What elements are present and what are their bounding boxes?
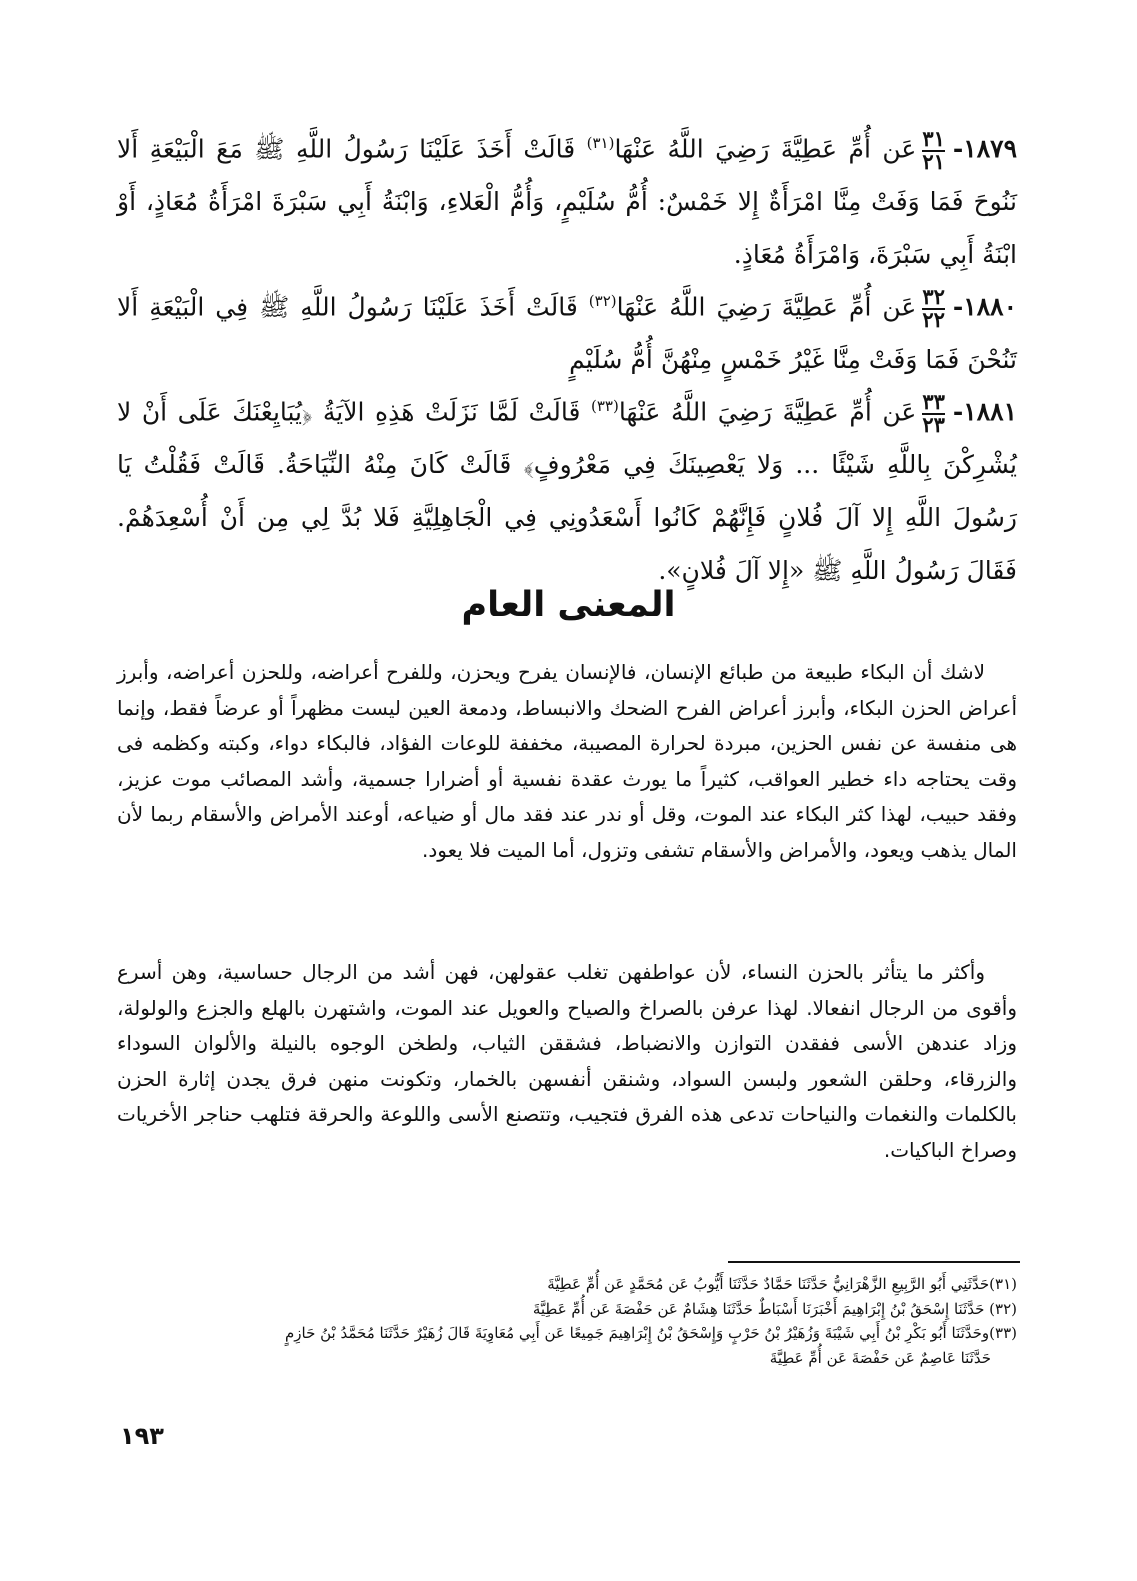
commentary-paragraph: وأكثر ما يتأثر بالحزن النساء، لأن عواطفهن تغلب عقولهن، فهن أشد من الرجال حساسية، وهن أسرع وأقوى من الرجال انفعالا. لهذا عرفن بالصراخ والصياح والعويل عند الموت، واشتهرن بالهلع والجزع والولولة، وزاد عندهن الأسى ففقدن التوازن والانضباط، فشققن الثياب، ولطخن الوجوه بالنيلة والألوان السوداء والزرقاء، وحلقن الشعور ولبسن السواد، وشنقن أنفسهن بالخمار، وتكونت منهن فرق يجدن إثارة الحزن بالكلمات والنغمات والنياحات تدعى هذه الفرق فتجيب، وتتصنع الأسى واللوعة والحرقة فتلهب حناجر الأخريات وصراخ الباكيات.: [117, 960, 1017, 1162]
fraction-bottom: ٢٢: [922, 307, 945, 333]
footnote-continuation: حَدَّثَنَا عَاصِمٌ عَن حَفْصَةَ عَن أُمِّ عَطِيَّةَ: [769, 1348, 991, 1367]
hadith-isnad: عَن أُمِّ عَطِيَّةَ رَضِيَ اللَّهُ عَنْهَا: [616, 292, 917, 322]
hadith-text: قَالَتْ أَخَذَ عَلَيْنَا رَسُولُ اللَّهِ ﷺ فِي الْبَيْعَةِ أَلا تَنُحْنَ فَمَا وَفَتْ مِنَّا غَيْرُ خَمْسٍ مِنْهُنَّ أُمُّ سُلَيْمٍ: [117, 292, 1017, 375]
hadith-fraction: [922, 126, 945, 175]
footnote-item: [117, 1321, 1017, 1370]
hadith-text: قَالَتْ أَخَذَ عَلَيْنَا رَسُولُ اللَّهِ ﷺ مَعَ الْبَيْعَةِ أَلا نَنُوحَ فَمَا وَفَتْ مِنَّا امْرَأَةٌ إِلا خَمْسٌ: أُمُّ سُلَيْمٍ، وَأُمُّ الْعَلاءِ، وَابْنَةُ أَبِي سَبْرَةَ امْرَأَةُ مُعَاذٍ، أَوْ ابْنَةُ أَبِي سَبْرَةَ، وَامْرَأَةُ مُعَاذٍ.: [117, 134, 1017, 270]
hadith-1879: [117, 117, 1017, 281]
fraction-top: ٣١: [922, 126, 945, 152]
fraction-bottom: ٢٣: [922, 412, 945, 438]
commentary-paragraph: لاشك أن البكاء طبيعة من طبائع الإنسان، فالإنسان يفرح ويحزن، وللفرح أعراضه، وللحزن أعراضه، وأبرز أعراض الحزن البكاء، وأبرز أعراض الفرح الضحك والانبساط، ودمعة العين ليست مظهراً أو عرضاً فقط، وإنما هى منفسة عن نفس الحزين، مبردة لحرارة المصيبة، مخففة للوعات الفؤاد، فالبكاء دواء، وكبته وكظمه فى وقت يحتاجه داء خطير العواقب، كثيراً ما يورث عقدة نفسية أو أضرارا جسمية، وأشد المصائب موت عزيز، وفقد حبيب، لهذا كثر البكاء عند الموت، وقل أو ندر عند فقد مال أو ضياعه، أوعند الأمراض والأسقام ربما لأن المال يذهب ويعود، والأمراض والأسقام تشفى وتزول، أما الميت فلا يعود.: [117, 660, 1017, 862]
footnotes-list: [117, 1272, 1017, 1370]
hadith-1880: [117, 275, 1017, 386]
page-number: ١٩٣: [120, 1422, 164, 1450]
footnote-item: (٣١)حَدَّثَنِي أَبُو الرَّبِيعِ الزَّهْرَانِيُّ حَدَّثَنَا حَمَّادٌ حَدَّثَنَا أَيُّوبُ عَن مُحَمَّدٍ عَن أُمِّ عَطِيَّةَ: [547, 1275, 1017, 1293]
footnote-item: (٣٢) حَدَّثَنَا إِسْحَقُ بْنُ إِبْرَاهِيمَ أَخْبَرَنَا أَسْبَاطٌ حَدَّثَنَا هِشَامٌ عَن حَفْصَةَ عَن أُمِّ عَطِيَّةَ: [532, 1299, 1017, 1318]
footnote-text: (٣٣)وحَدَّثَنَا أَبُو بَكْرِ بْنُ أَبِي شَيْبَةَ وَزُهَيْرُ بْنُ حَرْبٍ وَإِسْحَقُ بْنُ إِبْرَاهِيمَ جَمِيعًا عَن أَبِي مُعَاوِيَةَ قَالَ زُهَيْرٌ حَدَّثَنَا مُحَمَّدُ بْنُ حَازِمٍ: [284, 1324, 1017, 1342]
hadith-number: ١٨٨١-: [952, 397, 1018, 427]
hadith-number: ١٨٧٩-: [952, 134, 1017, 164]
hadith-isnad: عَن أُمِّ عَطِيَّةَ رَضِيَ اللَّهُ عَنْهَا: [618, 397, 917, 427]
hadith-text: قَالَتْ لَمَّا نَزَلَتْ هَذِهِ الآيَةُ ﴿يُبَايِعْنَكَ عَلَى أَنْ لا يُشْرِكْنَ بِاللَّهِ شَيْئًا ... وَلا يَعْصِينَكَ فِي مَعْرُوفٍ﴾ قَالَتْ كَانَ مِنْهُ النِّيَاحَةُ. قَالَتْ فَقُلْتُ يَا رَسُولَ اللَّهِ إِلا آلَ فُلانٍ فَإِنَّهُمْ كَانُوا أَسْعَدُونِي فِي الْجَاهِلِيَّةِ فَلا بُدَّ لِي مِن أَنْ أُسْعِدَهُمْ. فَقَالَ رَسُولُ اللَّهِ ﷺ «إِلا آلَ فُلانٍ».: [117, 397, 1017, 586]
footnote-divider: [728, 1261, 1020, 1263]
hadith-fraction: [922, 389, 945, 438]
footnote-reference: (٣١): [586, 134, 615, 152]
hadith-isnad: عَن أُمِّ عَطِيَّةَ رَضِيَ اللَّهُ عَنْهَا: [614, 134, 917, 164]
fraction-top: ٣٣: [922, 389, 945, 415]
hadith-fraction: [922, 284, 945, 333]
hadith-number: ١٨٨٠-: [952, 292, 1018, 322]
fraction-bottom: ٢١: [922, 149, 945, 175]
section-title: المعنى العام: [461, 585, 676, 625]
fraction-top: ٣٢: [922, 284, 945, 310]
hadith-1881: [117, 380, 1017, 597]
footnote-reference: (٣٣): [590, 397, 619, 415]
footnote-reference: (٣٢): [588, 292, 617, 310]
